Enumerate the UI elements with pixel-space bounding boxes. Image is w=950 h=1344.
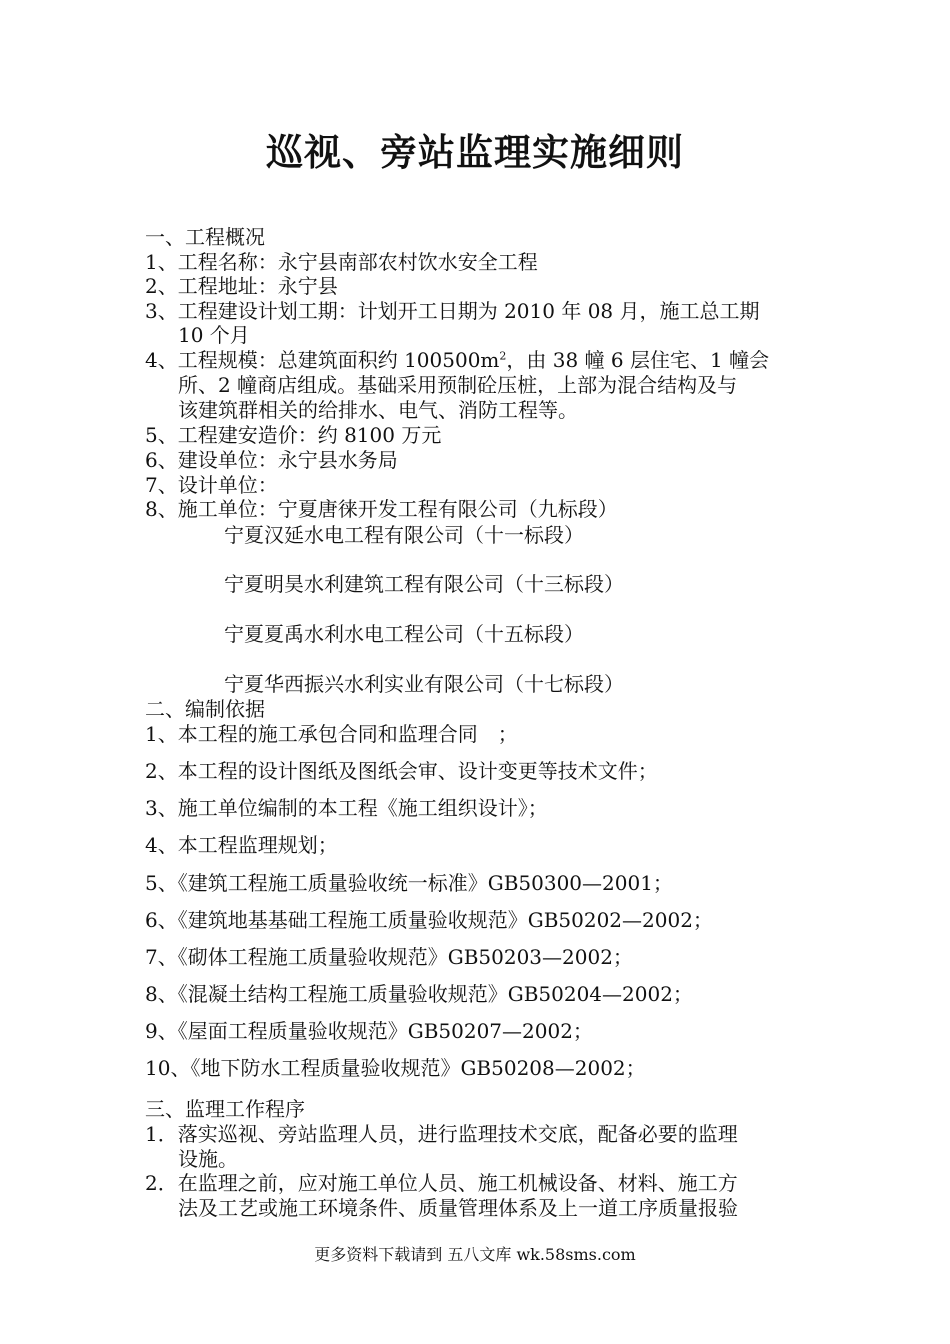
contractor-item: 宁夏明昊水利建筑工程有限公司（十三标段）	[224, 572, 624, 596]
project-scale-pre: 4、工程规模：总建筑面积约 100500m	[145, 348, 500, 372]
section2-heading: 二、编制依据	[145, 697, 265, 721]
project-scale-post: ，由 38 幢 6 层住宅、1 幢会	[506, 348, 770, 372]
project-scale-superscript: 2	[499, 349, 507, 363]
basis-item: 3、施工单位编制的本工程《施工组织设计》；	[145, 796, 548, 820]
basis-item: 9、《屋面工程质量验收规范》GB50207—2002；	[145, 1019, 593, 1043]
basis-item: 1、本工程的施工承包合同和监理合同 ；	[145, 722, 518, 746]
design-unit: 7、设计单位：	[145, 473, 278, 497]
procedure-item1-line2: 设施。	[178, 1147, 238, 1171]
procedure-item2-line1: 2．在监理之前，应对施工单位人员、施工机械设备、材料、施工方	[145, 1171, 738, 1195]
basis-item: 2、本工程的设计图纸及图纸会审、设计变更等技术文件；	[145, 759, 658, 783]
document-title: 巡视、旁站监理实施细则	[266, 130, 684, 174]
basis-item: 5、《建筑工程施工质量验收统一标准》GB50300—2001；	[145, 871, 673, 895]
contractor-item: 宁夏华西振兴水利实业有限公司（十七标段）	[224, 672, 624, 696]
basis-item: 4、本工程监理规划；	[145, 833, 338, 857]
project-scale-line3: 该建筑群相关的给排水、电气、消防工程等。	[178, 398, 578, 422]
procedure-item1-line1: 1．落实巡视、旁站监理人员，进行监理技术交底，配备必要的监理	[145, 1122, 738, 1146]
project-cost: 5、工程建安造价：约 8100 万元	[145, 423, 442, 447]
contractor-item: 宁夏汉延水电工程有限公司（十一标段）	[224, 523, 584, 547]
project-scale-line2: 所、2 幢商店组成。基础采用预制砼压桩，上部为混合结构及与	[178, 373, 738, 397]
basis-item: 7、《砌体工程施工质量验收规范》GB50203—2002；	[145, 945, 633, 969]
project-schedule-line1: 3、工程建设计划工期：计划开工日期为 2010 年 08 月，施工总工期	[145, 299, 760, 323]
contractor-item: 宁夏夏禹水利水电工程公司（十五标段）	[224, 622, 584, 646]
basis-item: 10、《地下防水工程质量验收规范》GB50208—2002；	[145, 1056, 646, 1080]
procedure-item2-line2: 法及工艺或施工环境条件、质量管理体系及上一道工序质量报验	[178, 1196, 738, 1220]
project-scale-line1	[145, 348, 769, 373]
project-schedule-line2: 10 个月	[178, 323, 250, 347]
basis-item: 8、《混凝土结构工程施工质量验收规范》GB50204—2002；	[145, 982, 693, 1006]
project-name: 1、工程名称：永宁县南部农村饮水安全工程	[145, 250, 538, 274]
construction-unit: 8、施工单位：宁夏唐徕开发工程有限公司（九标段）	[145, 497, 618, 521]
section3-heading: 三、监理工作程序	[145, 1097, 305, 1121]
owner-unit: 6、建设单位：永宁县水务局	[145, 448, 398, 472]
project-address: 2、工程地址：永宁县	[145, 274, 338, 298]
basis-item: 6、《建筑地基基础工程施工质量验收规范》GB50202—2002；	[145, 908, 713, 932]
section1-heading: 一、工程概况	[145, 225, 265, 249]
page-footer: 更多资料下载请到 五八文库 wk.58sms.com	[314, 1245, 636, 1264]
